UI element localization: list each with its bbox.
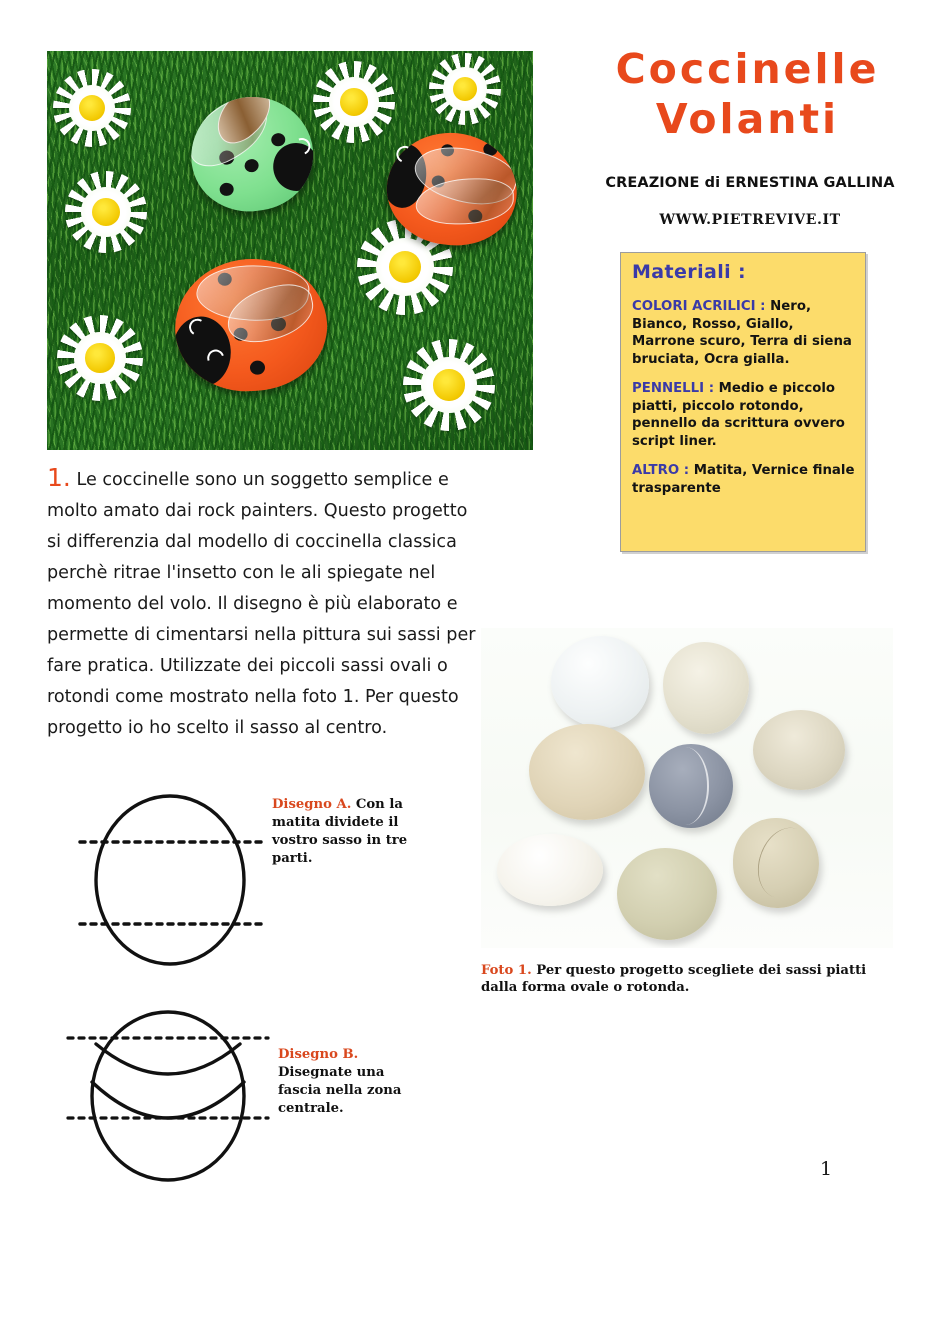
materials-value-pennelli: Medio e piccolo piatti, piccolo rotondo, pennello da scrittura ovvero script liner. <box>632 381 845 449</box>
daisy-flower <box>57 315 143 401</box>
stone-grey-center <box>649 744 733 828</box>
intro-paragraph <box>47 462 479 744</box>
materials-value-colori: Nero, Bianco, Rosso, Giallo, Marrone scuro, Terra di siena bruciata, Ocra gialla. <box>632 299 852 367</box>
band-arc-top <box>96 1044 240 1074</box>
daisy-flower <box>65 171 147 253</box>
caption-disegno-b <box>278 1046 428 1118</box>
intro-text: Le coccinelle sono un soggetto semplice e molto amato dai rock painters. Questo progetto si differenzia dal modello di coccinella classica perchè ritrae l'insetto con le ali spiegate nel momento del volo. Il disegno è più elaborato e permette di cimentarsi nella pittura sui sassi per fare pratica. Utilizzate dei piccoli sassi ovali o rotondi come mostrato nella foto 1. Per questo progetto io ho scelto il sasso al centro. <box>47 470 476 738</box>
caption-disegno-a-body: Con la matita dividete il vostro sasso in tre parti. <box>272 797 408 866</box>
page-title-line2: Volanti <box>655 95 840 143</box>
caption-disegno-b-head: Disegno B. <box>278 1047 359 1062</box>
stone-tan-bottom-right <box>733 818 819 908</box>
daisy-flower <box>313 61 395 143</box>
stone-tan-middle-left <box>529 724 645 820</box>
daisy-flower <box>429 53 501 125</box>
page-number: 1 <box>820 1158 833 1180</box>
step-number: 1. <box>47 463 71 492</box>
stone-white-bottom-left <box>497 834 603 906</box>
stone-beige-top-right <box>753 710 845 790</box>
stone-olive-bottom-center <box>617 848 717 940</box>
ladybug-rock-green <box>184 89 321 219</box>
author-byline: CREAZIONE di ERNESTINA GALLINA <box>605 175 895 191</box>
page-title <box>560 44 935 144</box>
materials-box <box>620 252 866 552</box>
disegno-a-sketch <box>72 790 268 970</box>
stone-white-top-left <box>551 636 649 728</box>
caption-disegno-b-body: Disegnate una fascia nella zona centrale. <box>278 1065 402 1116</box>
website-url: WWW.PIETREVIVE.IT <box>659 212 841 228</box>
materials-title: Materiali : <box>632 261 747 283</box>
caption-disegno-a-head: Disegno A. <box>272 797 352 812</box>
stone-beige-top-center <box>663 642 749 734</box>
materials-group-pennelli <box>632 379 856 449</box>
caption-foto-1-body: Per questo progetto scegliete dei sassi piatti dalla forma ovale o rotonda. <box>481 963 867 995</box>
ladybug-rock-orange-center <box>171 254 332 396</box>
page-title-line1: Coccinelle <box>615 45 880 93</box>
caption-foto-1-head: Foto 1. <box>481 963 532 978</box>
ladybug-rock-orange-right <box>382 127 523 252</box>
caption-disegno-a <box>272 796 422 868</box>
materials-label-pennelli: PENNELLI : <box>632 381 719 396</box>
stones-photo <box>481 628 893 948</box>
materials-group-colori <box>632 297 856 367</box>
band-arc-bottom <box>92 1082 244 1118</box>
disegno-b-sketch <box>62 1008 274 1184</box>
ladybug-rocks-photo <box>47 51 533 450</box>
materials-label-colori: COLORI ACRILICI : <box>632 299 771 314</box>
materials-value-altro: Matita, Vernice finale trasparente <box>632 463 855 496</box>
caption-foto-1 <box>481 962 901 996</box>
materials-label-altro: ALTRO : <box>632 463 694 478</box>
daisy-flower <box>403 339 495 431</box>
daisy-flower <box>53 69 131 147</box>
materials-group-altro <box>632 461 856 496</box>
